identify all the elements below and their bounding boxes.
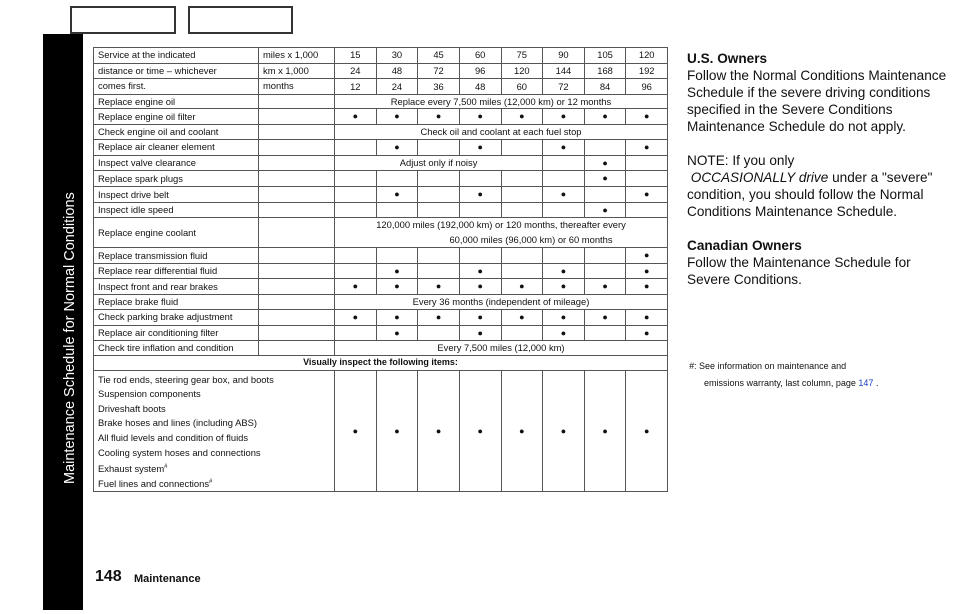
check-dot	[459, 187, 501, 203]
header-label: comes first.	[94, 79, 259, 95]
check-dot	[376, 263, 418, 279]
check-dot	[459, 279, 501, 295]
interval-cell	[543, 248, 585, 264]
interval-cell	[335, 248, 377, 264]
schedule-row	[94, 125, 668, 140]
interval-cell: 45	[418, 48, 460, 64]
visual-item: Brake hoses and lines (including ABS)	[98, 417, 257, 429]
header-row-km	[94, 63, 668, 79]
schedule-row	[94, 248, 668, 264]
check-dot	[335, 309, 377, 325]
note-emphasis: OCCASIONALLY drive	[690, 170, 829, 185]
check-dot	[501, 370, 543, 492]
owner-instructions	[687, 50, 947, 288]
interval-cell	[626, 155, 668, 171]
unit-cell	[259, 139, 335, 155]
check-dot	[335, 370, 377, 492]
interval-cell: 90	[543, 48, 585, 64]
check-dot	[376, 309, 418, 325]
schedule-row	[94, 109, 668, 125]
interval-cell: 30	[376, 48, 418, 64]
interval-cell: 168	[584, 63, 626, 79]
interval-cell: 96	[626, 79, 668, 95]
check-dot	[459, 139, 501, 155]
item-label: Replace air cleaner element	[94, 139, 259, 155]
interval-note: Replace every 7,500 miles (12,000 km) or 12 months	[335, 94, 668, 109]
check-dot	[459, 109, 501, 125]
interval-cell: 105	[584, 48, 626, 64]
interval-cell	[584, 139, 626, 155]
interval-cell	[418, 187, 460, 203]
item-label: Replace engine coolant	[94, 218, 259, 248]
check-dot	[376, 109, 418, 125]
check-dot	[376, 370, 418, 492]
unit-cell	[259, 202, 335, 218]
item-label: Replace transmission fluid	[94, 248, 259, 264]
interval-cell: 60	[501, 79, 543, 95]
check-dot	[584, 202, 626, 218]
interval-cell: 75	[501, 48, 543, 64]
unit-cell	[259, 109, 335, 125]
check-dot	[626, 279, 668, 295]
us-owners-heading: U.S. Owners	[687, 51, 768, 66]
interval-cell	[335, 325, 377, 341]
check-dot	[626, 187, 668, 203]
interval-cell: 120	[501, 63, 543, 79]
schedule-row	[94, 263, 668, 279]
check-dot	[543, 139, 585, 155]
note-prefix: NOTE: If you only	[687, 153, 795, 168]
interval-cell	[418, 202, 460, 218]
item-label: Inspect idle speed	[94, 202, 259, 218]
section-label: Maintenance	[134, 573, 201, 585]
interval-cell	[418, 263, 460, 279]
unit-cell	[259, 341, 335, 356]
interval-cell	[418, 139, 460, 155]
interval-cell: 24	[335, 63, 377, 79]
check-dot	[501, 279, 543, 295]
footnote-marker: #	[209, 478, 213, 485]
check-dot	[335, 109, 377, 125]
note-rest: under a "severe" condition, you should follow the Normal Conditions Maintenance Schedule.	[687, 170, 933, 219]
us-owners-body: Follow the Normal Conditions Maintenance Schedule if the severe driving conditions specified in the Severe Conditions Maintenance Schedule do not apply.	[687, 68, 947, 134]
interval-cell	[418, 171, 460, 187]
check-dot	[584, 171, 626, 187]
item-label: Replace engine oil filter	[94, 109, 259, 125]
check-dot	[459, 325, 501, 341]
check-dot	[335, 279, 377, 295]
schedule-row	[94, 309, 668, 325]
schedule-row	[94, 218, 668, 248]
interval-cell	[335, 171, 377, 187]
interval-note: Every 36 months (independent of mileage)	[335, 295, 668, 310]
schedule-row	[94, 202, 668, 218]
unit-cell	[259, 263, 335, 279]
interval-cell	[501, 187, 543, 203]
interval-cell: 72	[418, 63, 460, 79]
unit-cell	[259, 155, 335, 171]
interval-cell: 72	[543, 79, 585, 95]
interval-cell	[376, 202, 418, 218]
interval-cell	[543, 171, 585, 187]
unit-cell	[259, 94, 335, 109]
interval-cell	[376, 248, 418, 264]
check-dot	[459, 309, 501, 325]
check-dot	[376, 325, 418, 341]
interval-cell	[418, 325, 460, 341]
unit-label: months	[259, 79, 335, 95]
interval-cell	[459, 248, 501, 264]
page-link[interactable]: 147	[858, 378, 874, 388]
interval-cell	[543, 202, 585, 218]
schedule-row	[94, 325, 668, 341]
unit-label: km x 1,000	[259, 63, 335, 79]
interval-cell	[543, 155, 585, 171]
interval-cell	[501, 202, 543, 218]
schedule-row	[94, 295, 668, 310]
interval-cell: 24	[376, 79, 418, 95]
visual-item: Fuel lines and connections	[98, 477, 210, 489]
nav-button-2[interactable]	[188, 6, 293, 34]
footnote-marker: #	[164, 464, 168, 471]
check-dot	[418, 309, 460, 325]
visual-item: Cooling system hoses and connections	[98, 446, 261, 458]
interval-cell	[335, 187, 377, 203]
interval-cell	[459, 202, 501, 218]
check-dot	[626, 370, 668, 492]
coolant-note-line1: 120,000 miles (192,000 km) or 120 months, thereafter every	[376, 219, 626, 231]
item-label: Replace air conditioning filter	[94, 325, 259, 341]
visual-inspection-row	[94, 370, 668, 492]
check-dot	[418, 109, 460, 125]
canadian-owners-body: Follow the Maintenance Schedule for Severe Conditions.	[687, 255, 911, 287]
unit-cell	[259, 309, 335, 325]
check-dot	[543, 109, 585, 125]
check-dot	[543, 309, 585, 325]
check-dot	[626, 263, 668, 279]
item-label: Inspect front and rear brakes	[94, 279, 259, 295]
check-dot	[626, 325, 668, 341]
interval-cell: 120	[626, 48, 668, 64]
canadian-owners-heading: Canadian Owners	[687, 238, 802, 253]
footnote-end: .	[875, 378, 879, 388]
interval-cell: 60	[459, 48, 501, 64]
check-dot	[501, 109, 543, 125]
check-dot	[418, 370, 460, 492]
check-dot	[376, 279, 418, 295]
interval-cell	[501, 263, 543, 279]
interval-cell: 84	[584, 79, 626, 95]
visual-header: Visually inspect the following items:	[94, 355, 668, 370]
check-dot	[626, 309, 668, 325]
check-dot	[584, 155, 626, 171]
schedule-row	[94, 341, 668, 356]
check-dot	[543, 187, 585, 203]
check-dot	[626, 109, 668, 125]
item-label: Replace engine oil	[94, 94, 259, 109]
unit-cell	[259, 325, 335, 341]
interval-cell: 48	[376, 63, 418, 79]
schedule-row	[94, 279, 668, 295]
interval-cell: 192	[626, 63, 668, 79]
unit-cell	[259, 295, 335, 310]
visual-inspection-header	[94, 355, 668, 370]
interval-cell	[584, 187, 626, 203]
check-dot	[543, 279, 585, 295]
unit-cell	[259, 125, 335, 140]
interval-cell	[501, 248, 543, 264]
check-dot	[501, 309, 543, 325]
interval-cell: 48	[459, 79, 501, 95]
sidebar-title: Maintenance Schedule for Normal Conditions	[62, 192, 78, 484]
interval-cell	[626, 171, 668, 187]
check-dot	[584, 309, 626, 325]
interval-cell	[376, 171, 418, 187]
item-label: Check tire inflation and condition	[94, 341, 259, 356]
header-label: Service at the indicated	[94, 48, 259, 64]
header-row-months	[94, 79, 668, 95]
interval-cell	[501, 171, 543, 187]
check-dot	[376, 139, 418, 155]
check-dot	[376, 187, 418, 203]
interval-cell	[335, 263, 377, 279]
footnote-text: : See information on maintenance and	[694, 361, 847, 371]
item-label: Inspect drive belt	[94, 187, 259, 203]
footnote-text-2: emissions warranty, last column, page	[704, 378, 856, 388]
coolant-note-line2: 60,000 miles (96,000 km) or 60 months	[449, 233, 613, 245]
visual-item: All fluid levels and condition of fluids	[98, 432, 249, 443]
unit-cell	[259, 171, 335, 187]
interval-note: Adjust only if noisy	[335, 155, 543, 171]
interval-cell	[501, 325, 543, 341]
visual-item: Tie rod ends, steering gear box, and boots	[98, 373, 274, 385]
check-dot	[459, 370, 501, 492]
interval-note: Check oil and coolant at each fuel stop	[335, 125, 668, 140]
schedule-row	[94, 139, 668, 155]
interval-note	[335, 218, 668, 248]
item-label: Check parking brake adjustment	[94, 309, 259, 325]
item-label: Inspect valve clearance	[94, 155, 259, 171]
header-row-miles	[94, 48, 668, 64]
unit-cell	[259, 187, 335, 203]
footnote-mark: #	[689, 361, 695, 371]
check-dot	[626, 139, 668, 155]
check-dot	[543, 263, 585, 279]
check-dot	[584, 279, 626, 295]
unit-cell	[259, 218, 335, 248]
interval-cell: 96	[459, 63, 501, 79]
interval-cell: 144	[543, 63, 585, 79]
check-dot	[584, 109, 626, 125]
interval-cell	[335, 139, 377, 155]
interval-cell	[418, 248, 460, 264]
interval-cell: 12	[335, 79, 377, 95]
interval-cell	[335, 202, 377, 218]
interval-cell: 36	[418, 79, 460, 95]
interval-cell	[584, 263, 626, 279]
interval-cell	[626, 202, 668, 218]
unit-cell	[259, 279, 335, 295]
note-paragraph	[687, 152, 947, 220]
item-label: Replace brake fluid	[94, 295, 259, 310]
interval-cell	[584, 248, 626, 264]
visual-item: Driveshaft boots	[98, 402, 166, 414]
item-label: Replace spark plugs	[94, 171, 259, 187]
nav-button-1[interactable]	[70, 6, 176, 34]
interval-note: Every 7,500 miles (12,000 km)	[335, 341, 668, 356]
visual-item: Suspension components	[98, 388, 201, 400]
check-dot	[543, 370, 585, 492]
unit-cell	[259, 248, 335, 264]
check-dot	[418, 279, 460, 295]
check-dot	[459, 263, 501, 279]
unit-label: miles x 1,000	[259, 48, 335, 64]
schedule-row	[94, 187, 668, 203]
interval-cell: 15	[335, 48, 377, 64]
check-dot	[543, 325, 585, 341]
interval-cell	[459, 171, 501, 187]
footnote	[689, 358, 949, 392]
check-dot	[584, 370, 626, 492]
interval-cell	[584, 325, 626, 341]
header-label: distance or time – whichever	[94, 63, 259, 79]
schedule-row	[94, 171, 668, 187]
item-label: Replace rear differential fluid	[94, 263, 259, 279]
visual-item: Exhaust system	[98, 463, 165, 475]
maintenance-schedule-table	[93, 47, 668, 492]
schedule-row	[94, 155, 668, 171]
visual-items	[94, 370, 335, 492]
schedule-row	[94, 94, 668, 109]
interval-cell	[501, 139, 543, 155]
page-number: 148	[95, 568, 122, 585]
item-label: Check engine oil and coolant	[94, 125, 259, 140]
check-dot	[626, 248, 668, 264]
